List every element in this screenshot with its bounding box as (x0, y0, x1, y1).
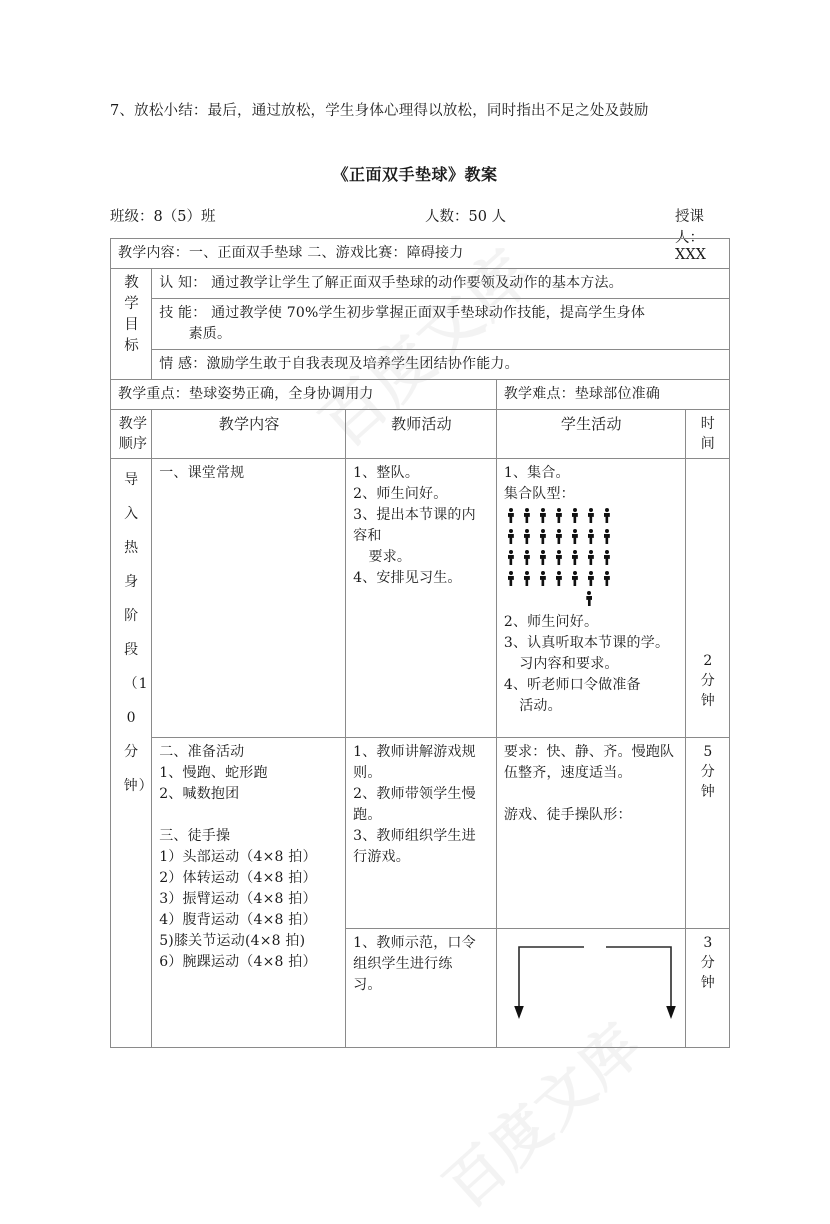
row1-student-line-2: 集合队型： (503, 486, 575, 502)
row2-teacher-cell-upper (346, 738, 497, 929)
formation-row (508, 550, 679, 565)
row1-student-line-3: 2、师生问好。 (503, 614, 599, 630)
table-row-teaching-content (111, 239, 730, 269)
person-icon (540, 550, 546, 565)
intro-paragraph: 7、放松小结：最后，通过放松，学生身体心理得以放松，同时指出不足之处及鼓励 (110, 103, 649, 119)
person-icon (556, 529, 562, 544)
arrow-diagram-svg (506, 943, 684, 1027)
person-icon (524, 529, 530, 544)
row2-student-cell-lower (496, 929, 685, 1048)
row2-time-cell-lower (685, 929, 729, 1048)
row2-content-spacer (159, 805, 339, 826)
header-time (685, 410, 729, 459)
row2-teacher-line-1: 1、教师讲解游戏规 (353, 744, 476, 760)
meta-teacher: 授课人：XXX (675, 209, 706, 263)
person-icon (524, 550, 530, 565)
row2-content-line-6: 2）体转运动（4×8 拍） (159, 870, 317, 886)
objective-skill-line2: 素质。 (188, 326, 232, 342)
row2-content-line-7: 3）振臂运动（4×8 拍） (159, 891, 317, 907)
row2-teacher-line-4: 跑。 (353, 807, 382, 823)
left-bracket-path (519, 947, 584, 1007)
row2-content-line-8: 4）腹背运动（4×8 拍） (159, 912, 317, 928)
header-sequence (111, 410, 152, 459)
row2-content-line-2: 1、慢跑、蛇形跑 (159, 765, 268, 781)
row2-teacher-line-7: 1、教师示范，口令 (353, 935, 476, 951)
formation-row (508, 529, 679, 544)
row1-student-line-4: 3、认真听取本节课的学。 (503, 635, 670, 651)
stage-label-cell (111, 459, 152, 1048)
objective-skill-cell (152, 299, 730, 350)
right-arrowhead-icon (666, 1006, 676, 1019)
row2-student-line-1: 要求：快、静、齐。慢跑队 (503, 744, 675, 760)
left-arrowhead-icon (514, 1006, 524, 1019)
person-icon (508, 550, 514, 565)
row1-teacher-line-5: 要求。 (368, 549, 412, 565)
objective-cognitive-cell: 认 知： 通过教学让学生了解正面双手垫球的动作要领及动作的基本方法。 (152, 269, 730, 299)
header-sequence-text: 教学顺序 (118, 416, 148, 452)
row1-teacher-line-1: 1、整队。 (353, 465, 420, 481)
row1-teacher-line-2: 2、师生问好。 (353, 486, 448, 502)
row2-teacher-line-2: 则。 (353, 765, 382, 781)
difficulty-cell: 教学难点：垫球部位准确 (496, 380, 729, 410)
person-icon (556, 550, 562, 565)
row2-teacher-line-8: 组织学生进行练 (353, 956, 453, 972)
person-icon (540, 571, 546, 586)
formation-row (508, 508, 679, 523)
lesson-plan-table (110, 238, 730, 1048)
person-icon (524, 571, 530, 586)
header-teacher-activity: 教师活动 (346, 410, 497, 459)
row1-content-cell (152, 459, 346, 738)
table-row-preparation (111, 738, 730, 929)
table-row-objective-skill (111, 299, 730, 350)
row2-student-line-2: 伍整齐，速度适当。 (503, 765, 632, 781)
row1-student-line-5: 习内容和要求。 (519, 656, 619, 672)
person-icon (508, 529, 514, 544)
meta-class: 班级：8（5）班 (110, 209, 216, 225)
formation-row-leader (508, 591, 679, 606)
row2-teacher-line-3: 2、教师带领学生慢 (353, 786, 476, 802)
key-point-cell: 教学重点：垫球姿势正确，全身协调用力 (111, 380, 497, 410)
page-title: 《正面双手垫球》教案 (332, 165, 498, 184)
row2-content-line-3: 2、喊数抱团 (159, 786, 240, 802)
person-icon (540, 529, 546, 544)
row2-content-line-4: 三、徒手操 (159, 828, 231, 844)
row1-content-line: 一、课堂常规 (159, 465, 245, 481)
formation-diagram (508, 508, 679, 606)
person-icon-leader (586, 591, 592, 606)
table-row-column-headers (111, 410, 730, 459)
objective-emotion-cell: 情 感：激励学生敢于自我表现及培养学生团结协作能力。 (152, 350, 730, 380)
row2-student-cell-upper (496, 738, 685, 929)
row1-student-line-7: 活动。 (519, 698, 562, 714)
row2-time-text-upper: 5分钟 (700, 744, 715, 800)
person-icon (572, 529, 578, 544)
person-icon (556, 571, 562, 586)
right-bracket-path (606, 947, 671, 1007)
table-row-objective-emotion (111, 350, 730, 380)
row2-content-line-1: 二、准备活动 (159, 744, 245, 760)
teaching-content-cell: 教学内容：一、正面双手垫球 二、游戏比赛：障碍接力 (111, 239, 730, 269)
objective-skill-line1: 技 能： 通过教学使 70%学生初步掌握正面双手垫球动作技能，提高学生身体 (159, 305, 646, 321)
person-icon (588, 529, 594, 544)
meta-student-count: 人数：50 人 (425, 209, 507, 225)
row2-student-spacer (504, 784, 679, 805)
row1-student-line-6: 4、听老师口令做准备 (503, 677, 641, 693)
person-icon (508, 571, 514, 586)
header-time-text: 时间 (700, 416, 715, 452)
person-icon (588, 508, 594, 523)
row2-student-line-3: 游戏、徒手操队形： (503, 807, 632, 823)
person-icon (508, 508, 514, 523)
table-row-objective-cognitive (111, 269, 730, 299)
table-row-warmup-routine (111, 459, 730, 738)
row2-teacher-line-6: 行游戏。 (353, 849, 410, 865)
row1-student-line-1: 1、集合。 (503, 465, 570, 481)
row1-time-text: 2分钟 (700, 653, 715, 709)
row1-teacher-cell (346, 459, 497, 738)
row2-teacher-cell-lower (346, 929, 497, 1048)
row2-content-line-10: 6）腕踝运动（4×8 拍） (159, 954, 317, 970)
stage-label-text: 导入热身阶段（10分钟） (123, 472, 154, 794)
person-icon (572, 571, 578, 586)
row1-teacher-line-4: 容和 (353, 528, 382, 544)
row2-content-line-9: 5)膝关节运动(4×8 拍) (159, 933, 306, 949)
row2-time-cell-upper (685, 738, 729, 929)
person-icon (572, 550, 578, 565)
formation-row (508, 571, 679, 586)
row2-time-text-lower: 3分钟 (700, 935, 715, 991)
row2-teacher-line-9: 习。 (353, 977, 382, 993)
person-icon (588, 571, 594, 586)
row1-time-cell (685, 459, 729, 738)
header-content: 教学内容 (152, 410, 346, 459)
table-row-focus (111, 380, 730, 410)
row2-content-line-5: 1）头部运动（4×8 拍） (159, 849, 317, 865)
person-icon (604, 529, 610, 544)
header-student-activity: 学生活动 (496, 410, 685, 459)
person-icon (572, 508, 578, 523)
row1-student-cell (496, 459, 685, 738)
person-icon (556, 508, 562, 523)
objectives-label-text: 教学目标 (124, 275, 139, 354)
person-icon (540, 508, 546, 523)
objectives-label (111, 269, 152, 380)
row2-content-cell (152, 738, 346, 1048)
person-icon (604, 550, 610, 565)
person-icon (588, 550, 594, 565)
row1-teacher-line-6: 4、安排见习生。 (353, 570, 462, 586)
row2-teacher-line-5: 3、教师组织学生进 (353, 828, 476, 844)
row1-teacher-line-3: 3、提出本节课的内 (353, 507, 476, 523)
person-icon (524, 508, 530, 523)
person-icon (604, 508, 610, 523)
formation-arrow-diagram (506, 943, 679, 1029)
person-icon (604, 571, 610, 586)
